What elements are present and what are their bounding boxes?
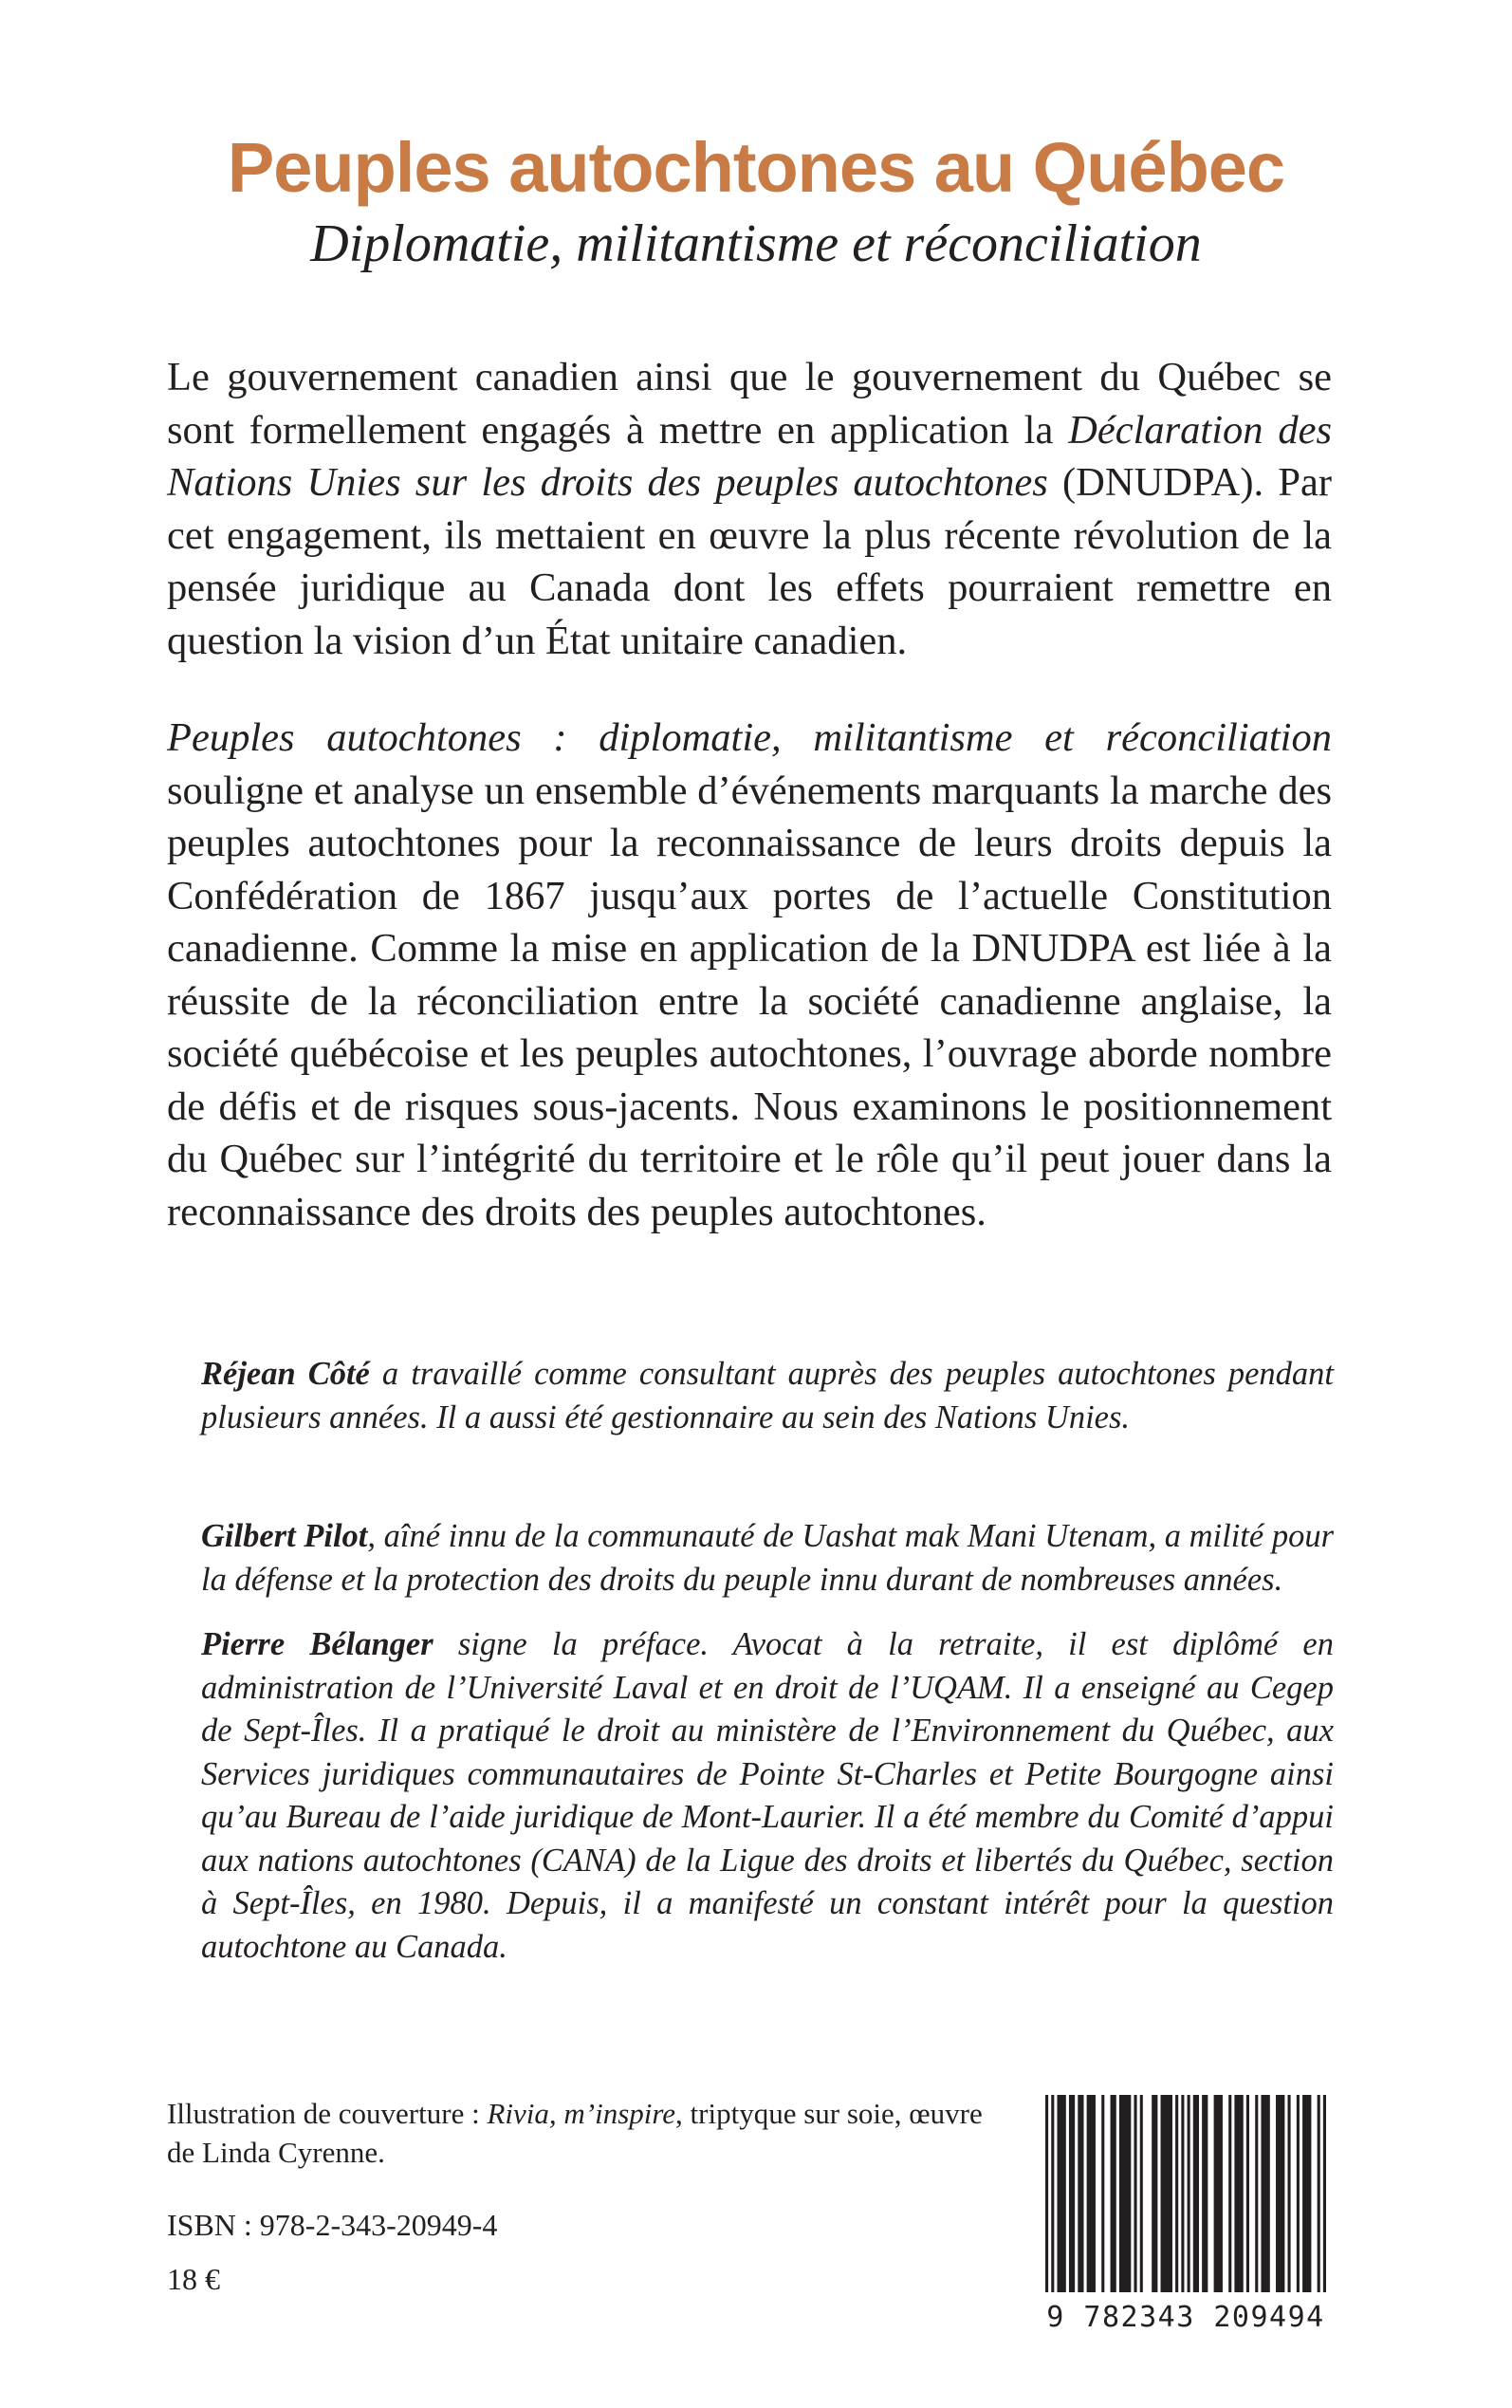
barcode-bar: [1134, 2095, 1136, 2292]
barcode-bar: [1246, 2095, 1249, 2292]
book-title: Peuples autochtones au Québec: [227, 128, 1285, 207]
barcode-bar: [1261, 2095, 1269, 2292]
barcode-bar: [1057, 2095, 1065, 2292]
barcode-bar: [1287, 2095, 1290, 2292]
barcode-bar: [1119, 2095, 1131, 2292]
book-subtitle: Diplomatie, militantisme et réconciliation: [310, 214, 1202, 273]
barcode-digits: 9 782343 209494: [1046, 2301, 1325, 2332]
barcode-bar: [1078, 2095, 1083, 2292]
author-bio-pilot: [201, 1515, 1334, 1602]
barcode-bar: [1087, 2095, 1096, 2292]
barcode-bar: [1255, 2095, 1258, 2292]
summary-text: souligne et analyse un ensemble d’événements marquants la marche des peuples autochtones pour la reconnaissance de leurs droits depuis la Confédération de 1867 jusqu’aux portes de l’actuelle Constitution canadienne. Comme la mise en application de la DNUDPA est liée à la réussite de la réconciliation entre la société canadienne anglaise, la société québécoise et les peuples autochtones, l’ouvrage aborde nombre de défis et de risques sous-jacents. Nous examinons le positionnement du Québec sur l’intégrité du territoire et le rôle qu’il peut jouer dans la reconnaissance des droits des peuples autochtones.: [167, 768, 1332, 1234]
artwork-title: Rivia, m’inspire: [487, 2097, 676, 2130]
barcode-bar: [1228, 2095, 1231, 2292]
barcode-bar: [1161, 2095, 1172, 2292]
barcode-bar: [1175, 2095, 1178, 2292]
barcode-bar: [1045, 2095, 1048, 2292]
barcode-bar: [1318, 2095, 1320, 2292]
barcode-bar: [1069, 2095, 1075, 2292]
declaration-title: Déclaration des Nations Unies sur les droits des peuples autochtones: [167, 407, 1332, 505]
barcode-bar: [1234, 2095, 1243, 2292]
isbn: ISBN : 978-2-343-20949-4: [167, 2208, 498, 2242]
barcode-bar: [1297, 2095, 1300, 2292]
price: 18 €: [167, 2262, 220, 2296]
barcode-bar: [1101, 2095, 1104, 2292]
author-name: Réjean Côté: [201, 1356, 370, 1392]
author-bio-text: , aîné innu de la communauté de Uashat mak Mani Utenam, a milité pour la défense et la protection des droits du peuple innu durant de nombreuses années.: [201, 1518, 1334, 1598]
summary-text: (DNUDPA). Par cet engagement, ils mettaient en œuvre la plus récente révolution de la pensée juridique au Canada dont les effets pourraient remettre en question la vision d’un État unitaire canadien.: [167, 460, 1333, 663]
barcode-bar: [1181, 2095, 1184, 2292]
barcode-bar: [1152, 2095, 1157, 2292]
preface-author-bio-belanger: [201, 1623, 1334, 1969]
author-name: Gilbert Pilot: [201, 1518, 368, 1554]
author-name: Pierre Bélanger: [201, 1626, 433, 1662]
summary-paragraph-2: [167, 712, 1332, 1238]
cover-illustration-credit: [167, 2094, 1002, 2172]
author-bio-cote: [201, 1353, 1334, 1439]
barcode-bar: [1276, 2095, 1284, 2292]
barcode-bar: [1202, 2095, 1208, 2292]
barcode: [1036, 2095, 1336, 2332]
credit-text: Illustration de couverture :: [167, 2097, 488, 2130]
barcode-bar: [1193, 2095, 1199, 2292]
barcode-bar: [1214, 2095, 1223, 2292]
barcode-bar: [1051, 2095, 1054, 2292]
credit-text: , triptyque sur soie, œuvre de Linda Cyrenne.: [167, 2097, 983, 2169]
summary-text: Le gouvernement canadien ainsi que le gouvernement du Québec se sont formellement engagés à mettre en application la: [167, 355, 1332, 453]
barcode-bar: [1323, 2095, 1326, 2292]
barcode-bar: [1302, 2095, 1311, 2292]
barcode-bar: [1140, 2095, 1143, 2292]
author-bio-text: a travaillé comme consultant auprès des peuples autochtones pendant plusieurs années. Il a aussi été gestionnaire au sein des Nations Unies.: [201, 1356, 1334, 1436]
author-bio-text: signe la préface. Avocat à la retraite, il est diplômé en administration de l’Université Laval et en droit de l’UQAM. Il a enseigné au Cegep de Sept-Îles. Il a pratiqué le droit au ministère de l’Environnement du Québec, aux Services juridiques communautaires de Pointe St-Charles et Petite Bourgogne ainsi qu’au Bureau de l’aide juridique de Mont-Laurier. Il a été membre du Comité d’appui aux nations autochtones (CANA) de la Ligue des droits et libertés du Québec, section à Sept-Îles, en 1980. Depuis, il a manifesté un constant intérêt pour la question autochtone au Canada.: [201, 1626, 1334, 1965]
barcode-bar: [1111, 2095, 1116, 2292]
barcode-bar: [1188, 2095, 1190, 2292]
summary-paragraph-1: [167, 351, 1332, 667]
book-title-reference: Peuples autochtones : diplomatie, militantisme et réconciliation: [167, 715, 1332, 760]
